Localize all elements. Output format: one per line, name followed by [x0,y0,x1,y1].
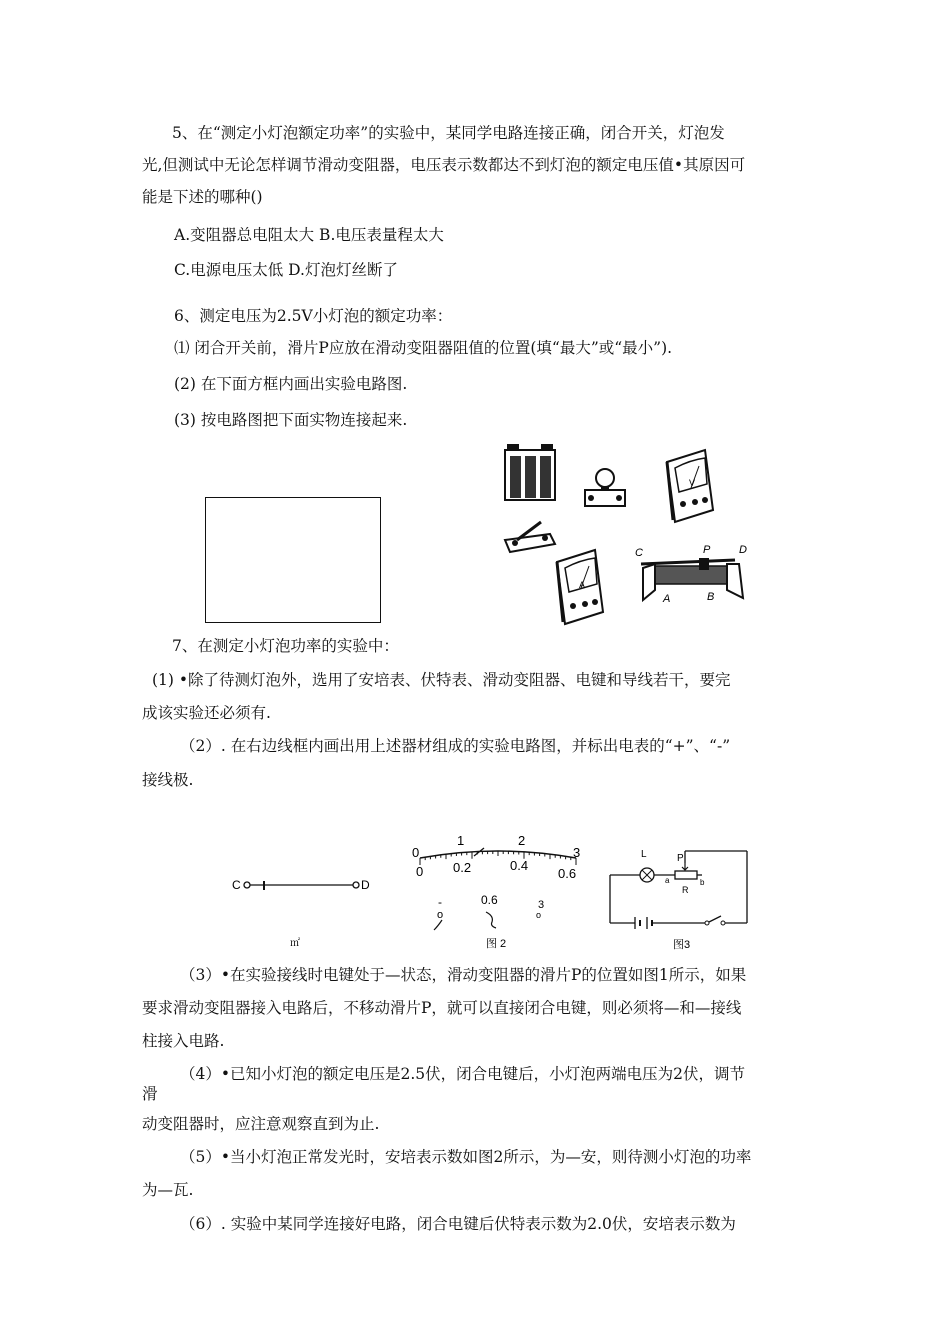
q7-part3-line1: （3）•在实验接线时电键处于—状态，滑动变阻器的滑片P的位置如图1所示，如果 [180,966,747,984]
q7-stem: 7、在测定小灯泡功率的实验中： [172,637,399,655]
switch-symbol [705,921,709,925]
ammeter-icon [557,550,603,624]
q5-line2: 光,但测试中无论怎样调节滑动变阻器，电压表示数都达不到灯泡的额定电压值•其原因可 [142,156,746,174]
q7-part4-line2: 滑 [142,1085,158,1103]
q7-part1-line2: 成该实验还必须有. [142,704,271,722]
fig3-label-r: R [682,885,689,895]
rheostat-label-p: P [703,544,711,556]
terminal-3-label: 3 [538,899,545,911]
q5-line3: 能是下述的哪种() [142,188,263,206]
fig3-label-b: b [700,878,705,887]
q7-part2-line1: （2）. 在右边线框内画出用上述器材组成的实验电路图，并标出电表的“+”、“-” [180,737,731,755]
fig1-caption: ㎡ [290,938,300,949]
q7-part3-line2: 要求滑动变阻器接入电路后，不移动滑片P，就可以直接闭合电键，则必须将—和—接线 [142,999,742,1017]
q7-part5-line1: （5）•当小灯泡正常发光时，安培表示数如图2所示，为—安，则待测小灯泡的功率 [180,1148,752,1166]
q5-options-ab: A.变阻器总电阻太大 B.电压表量程太大 [174,226,444,244]
q7-part4-line1: （4）•已知小灯泡的额定电压是2.5伏，闭合电键后，小灯泡两端电压为2伏，调节 [180,1065,746,1083]
fig3-label-a: a [665,876,670,885]
tick-top-3: 3 [573,845,581,860]
terminal-0-6-label: 0.6 [481,893,498,907]
circuit-drawing-box [205,497,381,623]
voltmeter-icon [667,450,713,522]
tick-top-0: 0 [412,845,420,860]
terminal-3-mark: o [536,910,542,920]
q6-part3: (3) 按电路图把下面实物连接起来. [174,411,408,429]
switch-icon [505,522,555,552]
tick-top-2: 2 [518,833,526,848]
fig3-label-p: P [677,853,684,864]
figure-1 [228,870,378,950]
resistor-icon [675,871,697,879]
battery-icon [505,444,555,500]
q6-part1: ⑴ 闭合开关前，滑片P应放在滑动变阻器阻值的位置(填“最大”或“最小”). [174,339,673,357]
fig3-label-l: L [641,849,647,860]
tick-bottom-3: 0.6 [558,866,577,881]
q5-line1: 5、在“测定小灯泡额定功率”的实验中，某同学电路连接正确，闭合开关，灯泡发 [172,124,725,142]
tick-top-1: 1 [457,833,465,848]
q7-part5-line2: 为—瓦. [142,1181,194,1199]
rheostat-label-a: A [663,593,671,605]
rheostat-label-c: C [635,547,643,559]
tick-bottom-0: 0 [416,864,424,879]
figure-3-circuit [605,843,755,955]
apparatus-figure [495,440,785,630]
ammeter-mark: A [579,580,586,590]
terminal-minus-bar: - [438,895,442,909]
fig3-caption: 图3 [673,939,691,951]
fig1-label-d: D [361,878,370,892]
bulb-holder-icon [585,469,625,506]
rheostat-label-b: B [707,591,715,603]
q6-part2: (2) 在下面方框内画出实验电路图. [174,375,408,393]
voltmeter-mark: V [689,478,696,488]
terminal-minus-label: o [437,909,444,921]
scale-ticks [420,851,576,865]
q7-part6-line1: （6）. 实验中某同学连接好电路，闭合电键后伏特表示数为2.0伏，安培表示数为 [180,1215,736,1233]
tick-bottom-2: 0.4 [510,858,529,873]
rheostat-icon [635,544,747,605]
q7-part3-line3: 柱接入电路. [142,1032,225,1050]
rheostat-label-d: D [739,544,747,556]
q7-part2-line2: 接线极. [142,771,194,789]
figure-2-ammeter-scale [408,830,593,955]
fig2-caption: 图 2 [486,938,507,950]
q7-part1-line1: (1) •除了待测灯泡外，选用了安培表、伏特表、滑动变阻器、电键和导线若干，要完 [152,671,731,689]
fig1-label-c: C [232,878,241,892]
q7-part4-line3: 动变阻器时，应注意观察直到为止. [142,1115,380,1133]
q5-options-cd: C.电源电压太低 D.灯泡灯丝断了 [174,261,398,279]
tick-bottom-1: 0.2 [453,860,472,875]
q6-stem: 6、测定电压为2.5V小灯泡的额定功率： [174,307,453,325]
